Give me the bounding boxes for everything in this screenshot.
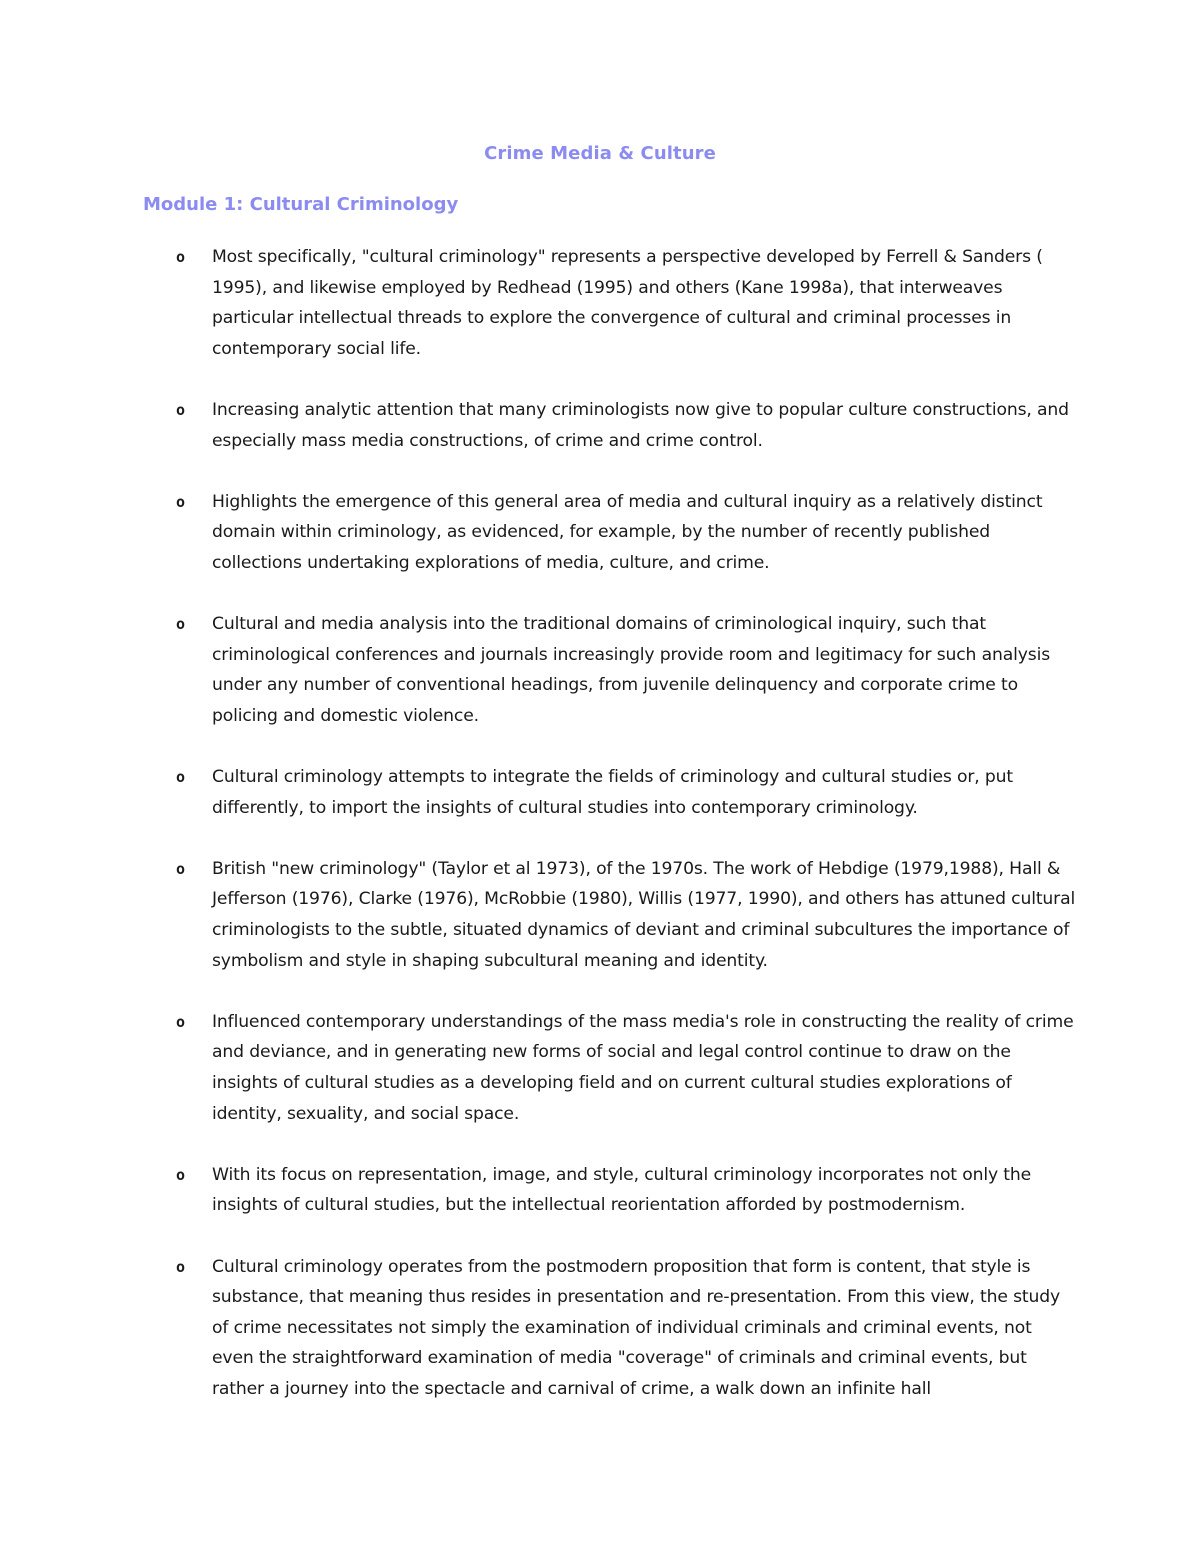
list-item-text: Increasing analytic attention that many criminologists now give to popular culture constructions, and especially mass media constructions, of crime and crime control.: [212, 399, 1069, 451]
bullet-marker: o: [176, 492, 185, 511]
list-item-text: Cultural criminology operates from the postmodern proposition that form is content, that style is substance, that meaning thus resides in presentation and re-presentation. From this view, the study of crime necessitates not simply the examination of individual criminals and criminal events, not even the straightforward examination of media "coverage" of criminals and criminal events, but rather a journey into the spectacle and carnival of crime, a walk down an infinite hall: [212, 1256, 1061, 1399]
module-heading: Module 1: Cultural Criminology: [143, 194, 459, 215]
list-item: [176, 1007, 1076, 1129]
bullet-marker: o: [176, 248, 185, 266]
list-item-text: British "new criminology" (Taylor et al 1973), of the 1970s. The work of Hebdige (1979,1988), Hall & Jefferson (1976), Clarke (1976), McRobbie (1980), Willis (1977, 1990), and others has attuned cultural criminologists to the subtle, situated dynamics of deviant and criminal subcultures the importance of symbolism and style in shaping subcultural meaning and identity.: [212, 858, 1076, 971]
bullet-marker: o: [176, 768, 185, 787]
list-item-text: With its focus on representation, image, and style, cultural criminology incorporates not only the insights of cultural studies, but the intellectual reorientation afforded by postmodernism.: [212, 1164, 1032, 1216]
list-item: [176, 609, 1076, 731]
list-item-text: Influenced contemporary understandings of the mass media's role in constructing the reality of crime and deviance, and in generating new forms of social and legal control continue to draw on the insights of cultural studies as a developing field and on current cultural studies explorations of identity, sexuality, and social space.: [212, 1011, 1074, 1124]
list-item: [176, 487, 1076, 579]
bullet-marker: o: [176, 1165, 185, 1184]
list-item-text: Cultural and media analysis into the traditional domains of criminological inquiry, such that criminological conferences and journals increasingly provide room and legitimacy for such analysis under any number of conventional headings, from juvenile delinquency and corporate crime to policing and domestic violence.: [212, 614, 1051, 726]
list-item: [176, 1252, 1076, 1405]
page-title: Crime Media & Culture: [484, 143, 716, 164]
list-item: [176, 854, 1076, 976]
bullet-list: [176, 242, 1076, 1435]
bullet-marker: o: [176, 859, 185, 878]
bullet-marker: o: [176, 400, 185, 419]
list-item-text: Highlights the emergence of this general area of media and cultural inquiry as a relatively distinct domain within criminology, as evidenced, for example, by the number of recently published collections undertaking explorations of media, culture, and crime.: [212, 491, 1043, 573]
list-item: [176, 395, 1076, 456]
list-item: [176, 1160, 1076, 1221]
list-item: [176, 242, 1076, 364]
list-item: [176, 762, 1076, 823]
bullet-marker: o: [176, 615, 185, 634]
list-item-text: Cultural criminology attempts to integrate the fields of criminology and cultural studies or, put differently, to import the insights of cultural studies into contemporary criminology.: [212, 767, 1013, 818]
bullet-marker: o: [176, 1012, 185, 1031]
bullet-marker: o: [176, 1257, 185, 1276]
list-item-text: Most specifically, "cultural criminology" represents a perspective developed by Ferrell & Sanders ( 1995), and likewise employed by Redhead (1995) and others (Kane 1998a), that interweaves particular intellectual threads to explore the convergence of cultural and criminal processes in contemporary social life.: [212, 247, 1043, 359]
